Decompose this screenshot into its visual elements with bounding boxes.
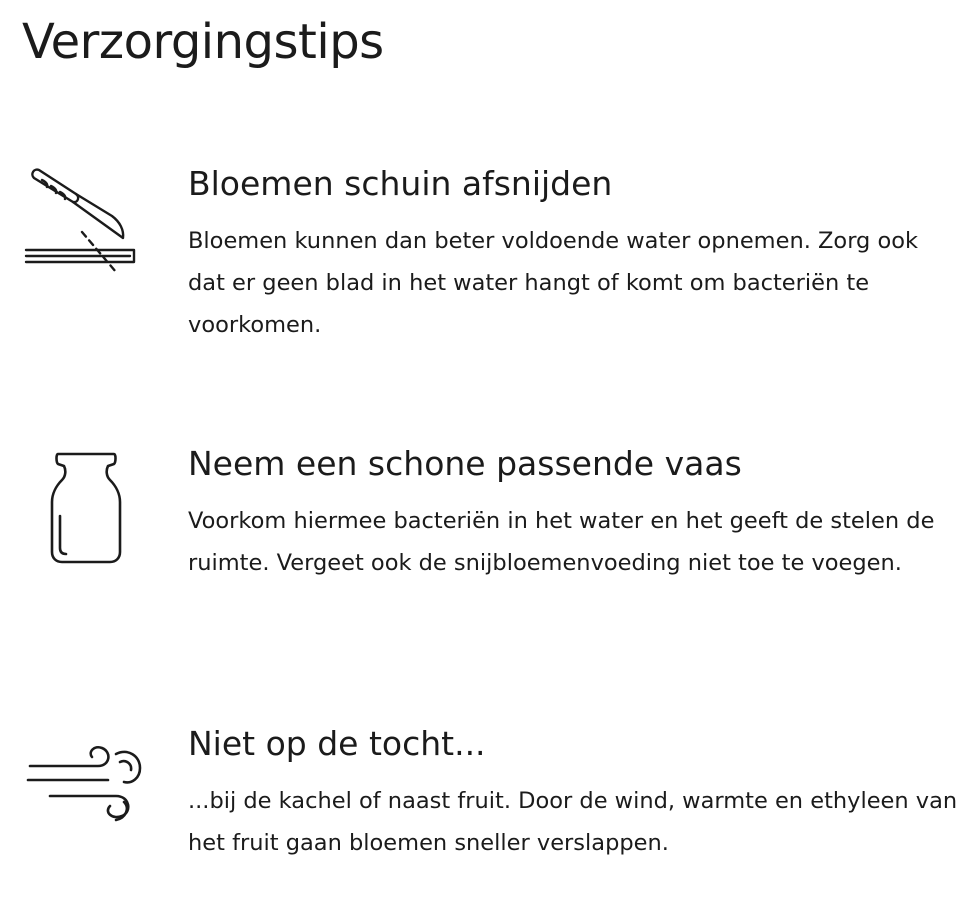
vase-icon — [20, 442, 150, 572]
tip-title: Bloemen schuin afsnijden — [188, 164, 613, 203]
tip-title: Niet op de tocht... — [188, 724, 486, 763]
tip-description: Bloemen kunnen dan beter voldoende water opnemen. Zorg ook dat er geen blad in het water hangt of komt om bacteriën te voorkomen. — [188, 228, 919, 338]
tip-title: Neem een schone passende vaas — [188, 444, 742, 483]
wind-icon — [20, 716, 150, 846]
tip-description: ...bij de kachel of naast fruit. Door de wind, warmte en ethyleen van het fruit gaan bloemen sneller verslappen. — [188, 788, 958, 856]
knife-cut-icon — [20, 154, 150, 284]
tip-description: Voorkom hiermee bacteriën in het water en het geeft de stelen de ruimte. Vergeet ook de snijbloemenvoeding niet toe te voegen. — [188, 508, 935, 576]
page-title: Verzorgingstips — [22, 14, 384, 70]
